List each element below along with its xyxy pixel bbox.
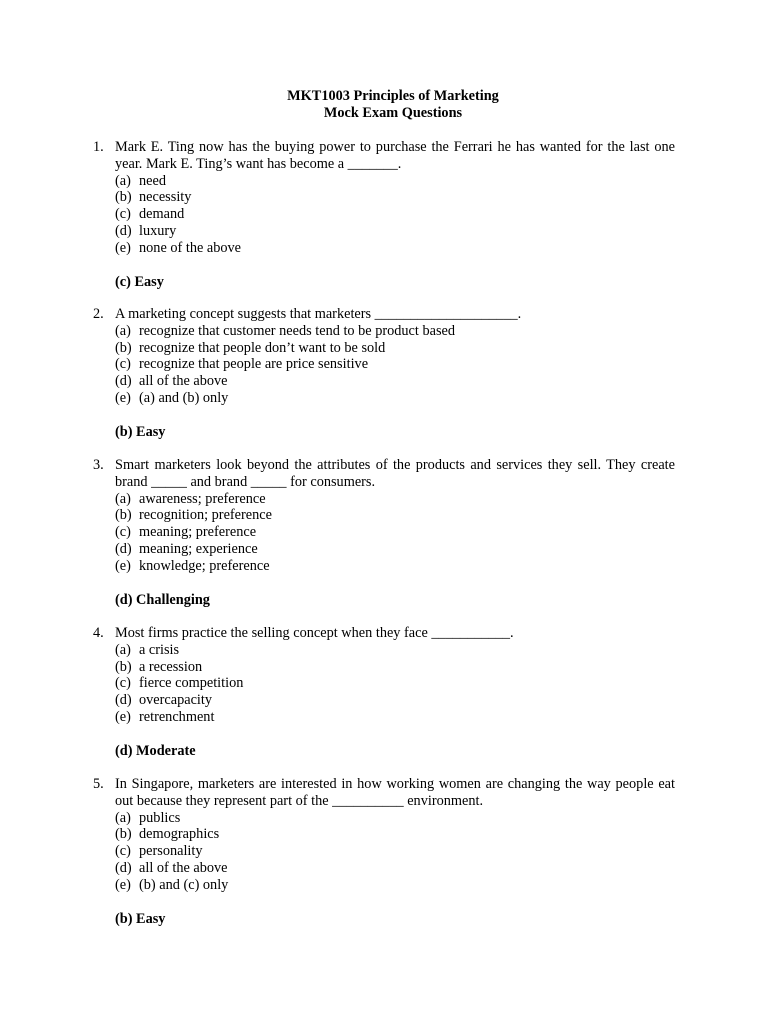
option-list [115,173,675,257]
option-e [115,877,675,894]
option-letter: (c) [115,675,131,692]
question-5 [93,776,675,927]
option-text: (b) and (c) only [139,876,229,893]
option-list [115,323,675,407]
option-text: recognize that people are price sensitive [139,356,369,373]
option-b [115,340,675,357]
question-text: Mark E. Ting now has the buying power to purchase the Ferrari he has wanted for the last one year. Mark E. Ting’s want has become a _______. [115,139,675,172]
option-b [115,659,675,676]
question-2 [93,306,675,441]
option-b [115,189,675,206]
option-a [115,173,675,190]
answer-key: (d) Moderate [115,742,196,759]
question-number: 5. [93,776,104,792]
option-list [115,642,675,726]
answer-key: (b) Easy [115,910,166,927]
option-b [115,826,675,843]
option-letter: (d) [115,540,132,557]
option-letter: (d) [115,859,132,876]
option-letter: (c) [115,843,131,860]
option-text: recognize that customer needs tend to be product based [139,322,456,339]
option-list [115,491,675,575]
option-a [115,491,675,508]
question-text: Smart marketers look beyond the attributes of the products and services they sell. They create brand _____ and brand _____ for consumers. [115,457,675,490]
option-text: all of the above [139,859,228,876]
option-a [115,323,675,340]
document-header [0,88,768,122]
option-letter: (c) [115,524,131,541]
option-letter: (e) [115,389,131,406]
option-c [115,675,675,692]
option-text: necessity [139,189,192,206]
option-letter: (d) [115,222,132,239]
option-a [115,642,675,659]
option-letter: (b) [115,826,132,843]
option-letter: (b) [115,507,132,524]
question-number: 3. [93,457,104,473]
option-text: publics [139,809,181,826]
question-text: Most firms practice the selling concept when they face ___________. [115,625,514,641]
option-text: luxury [139,222,177,239]
option-d [115,223,675,240]
option-text: (a) and (b) only [139,389,229,406]
option-letter: (e) [115,557,131,574]
question-number: 4. [93,625,104,641]
option-a [115,810,675,827]
option-d [115,373,675,390]
option-letter: (e) [115,239,131,256]
option-e [115,240,675,257]
option-text: fierce competition [139,675,244,692]
answer-key: (c) Easy [115,273,164,290]
document-title: MKT1003 Principles of Marketing [287,88,499,104]
option-letter: (d) [115,373,132,390]
option-c [115,356,675,373]
option-letter: (a) [115,172,131,189]
option-letter: (a) [115,322,131,339]
option-letter: (b) [115,339,132,356]
option-letter: (b) [115,189,132,206]
question-text: A marketing concept suggests that marketers ____________________. [115,306,522,322]
question-1 [93,139,675,290]
option-text: all of the above [139,373,228,390]
option-letter: (c) [115,206,131,223]
question-number: 2. [93,306,104,322]
option-text: recognize that people don’t want to be sold [139,339,386,356]
question-number: 1. [93,139,104,155]
option-c [115,843,675,860]
option-text: meaning; preference [139,524,257,541]
option-letter: (b) [115,658,132,675]
answer-key: (d) Challenging [115,591,210,608]
option-text: knowledge; preference [139,557,270,574]
option-text: personality [139,843,203,860]
option-letter: (a) [115,641,131,658]
option-letter: (a) [115,490,131,507]
option-text: meaning; experience [139,540,258,557]
option-text: retrenchment [139,708,215,725]
question-3 [93,457,675,608]
option-text: a crisis [139,641,180,658]
option-d [115,541,675,558]
answer-key: (b) Easy [115,423,166,440]
question-text: In Singapore, marketers are interested in how working women are changing the way people eat out because they represent part of the __________ environment. [115,776,675,809]
option-e [115,558,675,575]
option-letter: (d) [115,692,132,709]
option-e [115,390,675,407]
option-text: demographics [139,826,220,843]
option-letter: (c) [115,356,131,373]
option-e [115,709,675,726]
option-text: none of the above [139,239,242,256]
option-text: need [139,172,166,189]
option-text: overcapacity [139,692,213,709]
option-d [115,692,675,709]
question-4 [93,625,675,760]
option-c [115,206,675,223]
option-text: recognition; preference [139,507,272,524]
option-letter: (e) [115,708,131,725]
option-text: demand [139,206,185,223]
option-text: a recession [139,658,203,675]
option-letter: (a) [115,809,131,826]
option-d [115,860,675,877]
document-subtitle: Mock Exam Questions [323,104,463,121]
option-c [115,524,675,541]
option-list [115,810,675,894]
option-b [115,507,675,524]
option-text: awareness; preference [139,490,266,507]
option-letter: (e) [115,876,131,893]
